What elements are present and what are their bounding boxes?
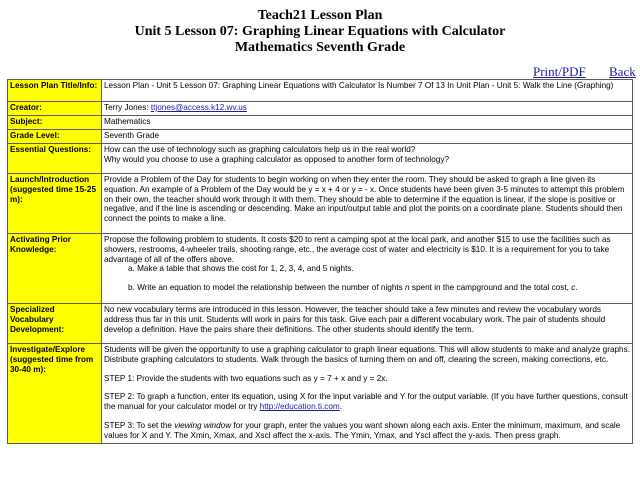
label-subject: Subject: — [8, 115, 102, 129]
activating-problem: Propose the following problem to students. It costs $20 to rent a camping spot at the local park, and another $15 to use the facilities such as showers, restrooms, 4-wheeler trails, shooting range, etc., the average cost of water and electricity is $10. It is a requirement for you to take advantage of all of the offers above. — [104, 234, 611, 264]
row-creator — [8, 102, 633, 116]
label-creator: Creator: — [8, 102, 102, 116]
value-title-info: Lesson Plan - Unit 5 Lesson 07: Graphing Linear Equations with Calculator Is Number 7 Of 13 In Unit Plan - Unit 5: Walk the Line (Graphing) — [102, 80, 633, 102]
row-essential-questions — [8, 143, 633, 173]
label-launch: Launch/Introduction (suggested time 15-25 m): — [8, 173, 102, 233]
activating-item-b: b. Write an equation to model the relationship between the number of nights n spent in the campground and the total cost, c. — [128, 283, 578, 293]
row-activating — [8, 233, 633, 303]
label-title-info: Lesson Plan Title/Info: — [8, 80, 102, 102]
label-grade: Grade Level: — [8, 129, 102, 143]
row-launch — [8, 173, 633, 233]
essential-question-2: Why would you choose to use a graphing calculator as opposed to another form of technology? — [104, 154, 449, 164]
lesson-plan-table — [7, 79, 633, 444]
label-investigate: Investigate/Explore (suggested time from 30-40 m): — [8, 343, 102, 443]
value-grade: Seventh Grade — [102, 129, 633, 143]
label-activating: Activating Prior Knowledge: — [8, 233, 102, 303]
value-vocabulary: No new vocabulary terms are introduced in this lesson. However, the teacher should take a few minutes and review the vocabulary words address thus far in this unit. Students will work in pairs for this task. Give each pair a different vocabulary work. The pair of students should develop a definition. Have the pairs share their definitions. The other students should identify the term. — [102, 303, 633, 343]
value-activating — [102, 233, 633, 303]
back-link[interactable]: Back — [609, 64, 636, 79]
investigate-step-2: STEP 2: To graph a function, enter its equation, using X for the input variable and Y for the output variable. (If you have further questions, consult the manual for your calculator model or try http://education.ti.com. — [104, 392, 628, 412]
lesson-title: Unit 5 Lesson 07: Graphing Linear Equations with Calculator — [134, 24, 506, 39]
print-pdf-link[interactable]: Print/PDF — [533, 64, 586, 79]
value-subject: Mathematics — [102, 115, 633, 129]
investigate-step-1: STEP 1: Provide the students with two equations such as y = 7 + x and y = 2x. — [104, 373, 388, 383]
page-title: Teach21 Lesson Plan — [257, 8, 383, 23]
investigate-intro: Students will be given the opportunity to use a graphing calculator to graph linear equations. This will allow students to make and analyze graphs. Distribute graphing calculators to students. Walk through the basics of turning them on and off, clearing the screen, making corrections, etc. — [104, 344, 630, 364]
subject-grade-title: Mathematics Seventh Grade — [234, 40, 406, 55]
creator-email-link[interactable]: ttjones@access.k12.wv.us — [150, 103, 247, 112]
creator-name: Terry Jones: — [104, 103, 151, 112]
row-title-info — [8, 80, 633, 102]
value-creator — [102, 102, 633, 116]
row-vocabulary — [8, 303, 633, 343]
ti-education-link[interactable]: http://education.ti.com — [259, 402, 340, 412]
row-grade — [8, 129, 633, 143]
label-essential-questions: Essential Questions: — [8, 143, 102, 173]
investigate-step-3: STEP 3: To set the viewing window for your graph, enter the values you want shown along each axis. Enter the minimum, maximum, and scale values for X and Y. The Xmin, Xmax, and Xscl affect the x-axis. The Ymin, Ymax, and Yscl affect the y-axis. Then press graph. — [104, 421, 621, 441]
row-subject — [8, 115, 633, 129]
value-launch: Provide a Problem of the Day for students to begin working on when they enter the room. They should be asked to graph a line given its equation. An example of a Problem of the Day would be y = x + 4 or y = - x. Once students have been given 3-5 minutes to attempt this problem on their own, the teacher should work through it with them. They should be able to determine if the equation is linear, if the slope is positive or negative, and if the line is ascending or descending. Make an input/output table and plot the points on a coordinate plane. Students should then connect the points to make a line. — [102, 173, 633, 233]
row-investigate — [8, 343, 633, 443]
label-vocabulary: Specialized Vocabulary Development: — [8, 303, 102, 343]
value-essential-questions — [102, 143, 633, 173]
essential-question-1: How can the use of technology such as graphing calculators help us in the real world? — [104, 144, 416, 154]
value-investigate — [102, 343, 633, 443]
activating-item-a: a. Make a table that shows the cost for 1, 2, 3, 4, and 5 nights. — [128, 264, 354, 274]
